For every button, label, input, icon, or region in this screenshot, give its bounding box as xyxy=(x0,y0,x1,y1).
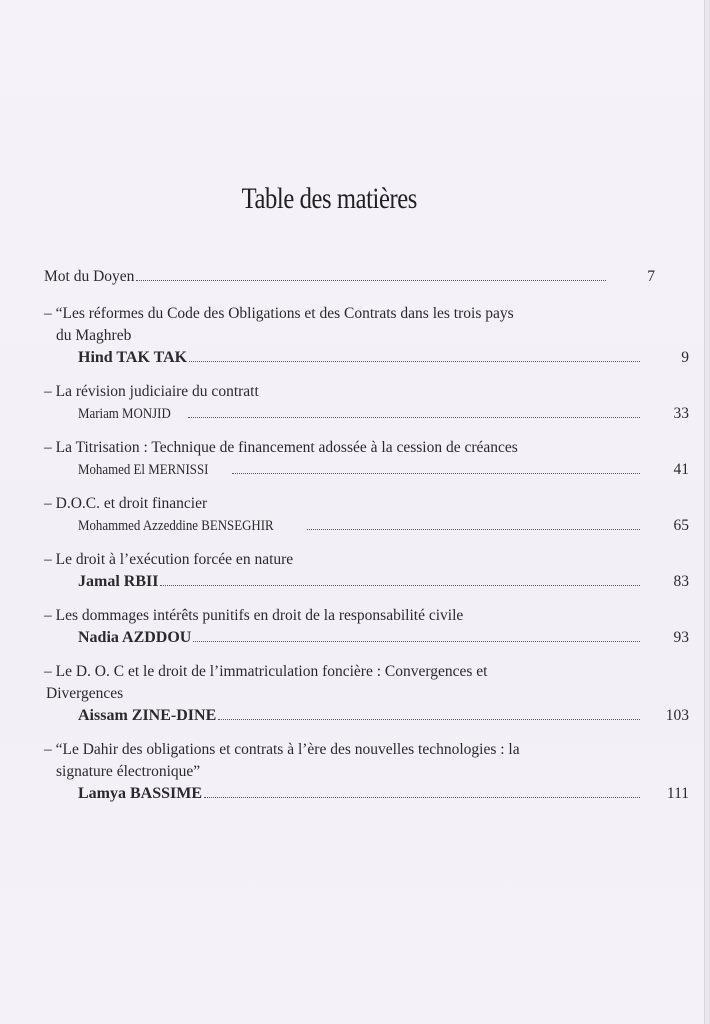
toc-page-number: 7 xyxy=(647,268,655,285)
toc-page-number: 111 xyxy=(666,785,689,802)
toc-entry-title-continued: du Maghreb xyxy=(56,327,132,344)
toc-entry xyxy=(44,381,689,425)
dot-leader xyxy=(232,472,640,474)
toc-entry-author: Mariam MONJID xyxy=(78,406,171,422)
toc-entry-title: – La révision judiciaire du contratt xyxy=(44,383,259,400)
toc-entry-title-continued: Divergences xyxy=(46,685,124,702)
toc-entry-title-continued: signature électronique” xyxy=(56,763,201,780)
dot-leader xyxy=(204,796,640,798)
dot-leader xyxy=(188,416,640,418)
toc-entry-author: Mohamed El MERNISSI xyxy=(78,462,209,478)
toc-entry-title: – D.O.C. et droit financier xyxy=(44,495,208,512)
toc-entry-author: Lamya BASSIME xyxy=(78,785,203,802)
toc-entry xyxy=(44,493,689,537)
dot-leader xyxy=(189,360,640,362)
dot-leader xyxy=(160,584,640,586)
dot-leader xyxy=(193,640,640,642)
toc-entry xyxy=(44,266,655,288)
dot-leader xyxy=(307,528,640,530)
toc-entry-title: – La Titrisation : Technique de financement adossée à la cession de créances xyxy=(44,439,518,456)
toc-entry-author: Nadia AZDDOU xyxy=(78,629,192,646)
toc-entry-title: – “Les réformes du Code des Obligations et des Contrats dans les trois pays xyxy=(44,305,514,322)
toc-page-number: 83 xyxy=(673,573,689,590)
toc-page-number: 65 xyxy=(673,517,689,534)
toc-entry-author: Hind TAK TAK xyxy=(78,349,188,366)
toc-entry-author: Aissam ZINE-DINE xyxy=(78,707,217,724)
toc-entry xyxy=(44,303,689,369)
toc-entry-title: Mot du Doyen xyxy=(44,268,135,285)
toc-entry xyxy=(44,437,689,481)
toc-page-number: 103 xyxy=(665,707,689,724)
toc-page-number: 9 xyxy=(681,349,689,366)
toc-entry-author: Jamal RBII xyxy=(78,573,159,590)
toc-entry-title: – “Le Dahir des obligations et contrats à l’ère des nouvelles technologies : la xyxy=(44,741,520,758)
toc-entry xyxy=(44,739,689,805)
toc-entry-title: – Les dommages intérêts punitifs en droit de la responsabilité civile xyxy=(44,607,464,624)
toc-page-number: 33 xyxy=(673,405,689,422)
toc-page-number: 41 xyxy=(673,461,689,478)
toc-entry xyxy=(44,549,689,593)
dot-leader xyxy=(136,279,606,281)
toc-entry xyxy=(44,605,689,649)
toc-page-number: 93 xyxy=(673,629,689,646)
page-title: Table des matières xyxy=(241,182,417,215)
dot-leader xyxy=(218,718,640,720)
toc-entry xyxy=(44,661,689,727)
toc-entry-title: – Le droit à l’exécution forcée en nature xyxy=(44,551,294,568)
table-of-contents xyxy=(44,266,689,805)
toc-entry-title: – Le D. O. C et le droit de l’immatriculation foncière : Convergences et xyxy=(44,663,488,680)
toc-entry-author: Mohammed Azzeddine BENSEGHIR xyxy=(78,518,274,534)
page-edge xyxy=(704,0,710,1024)
